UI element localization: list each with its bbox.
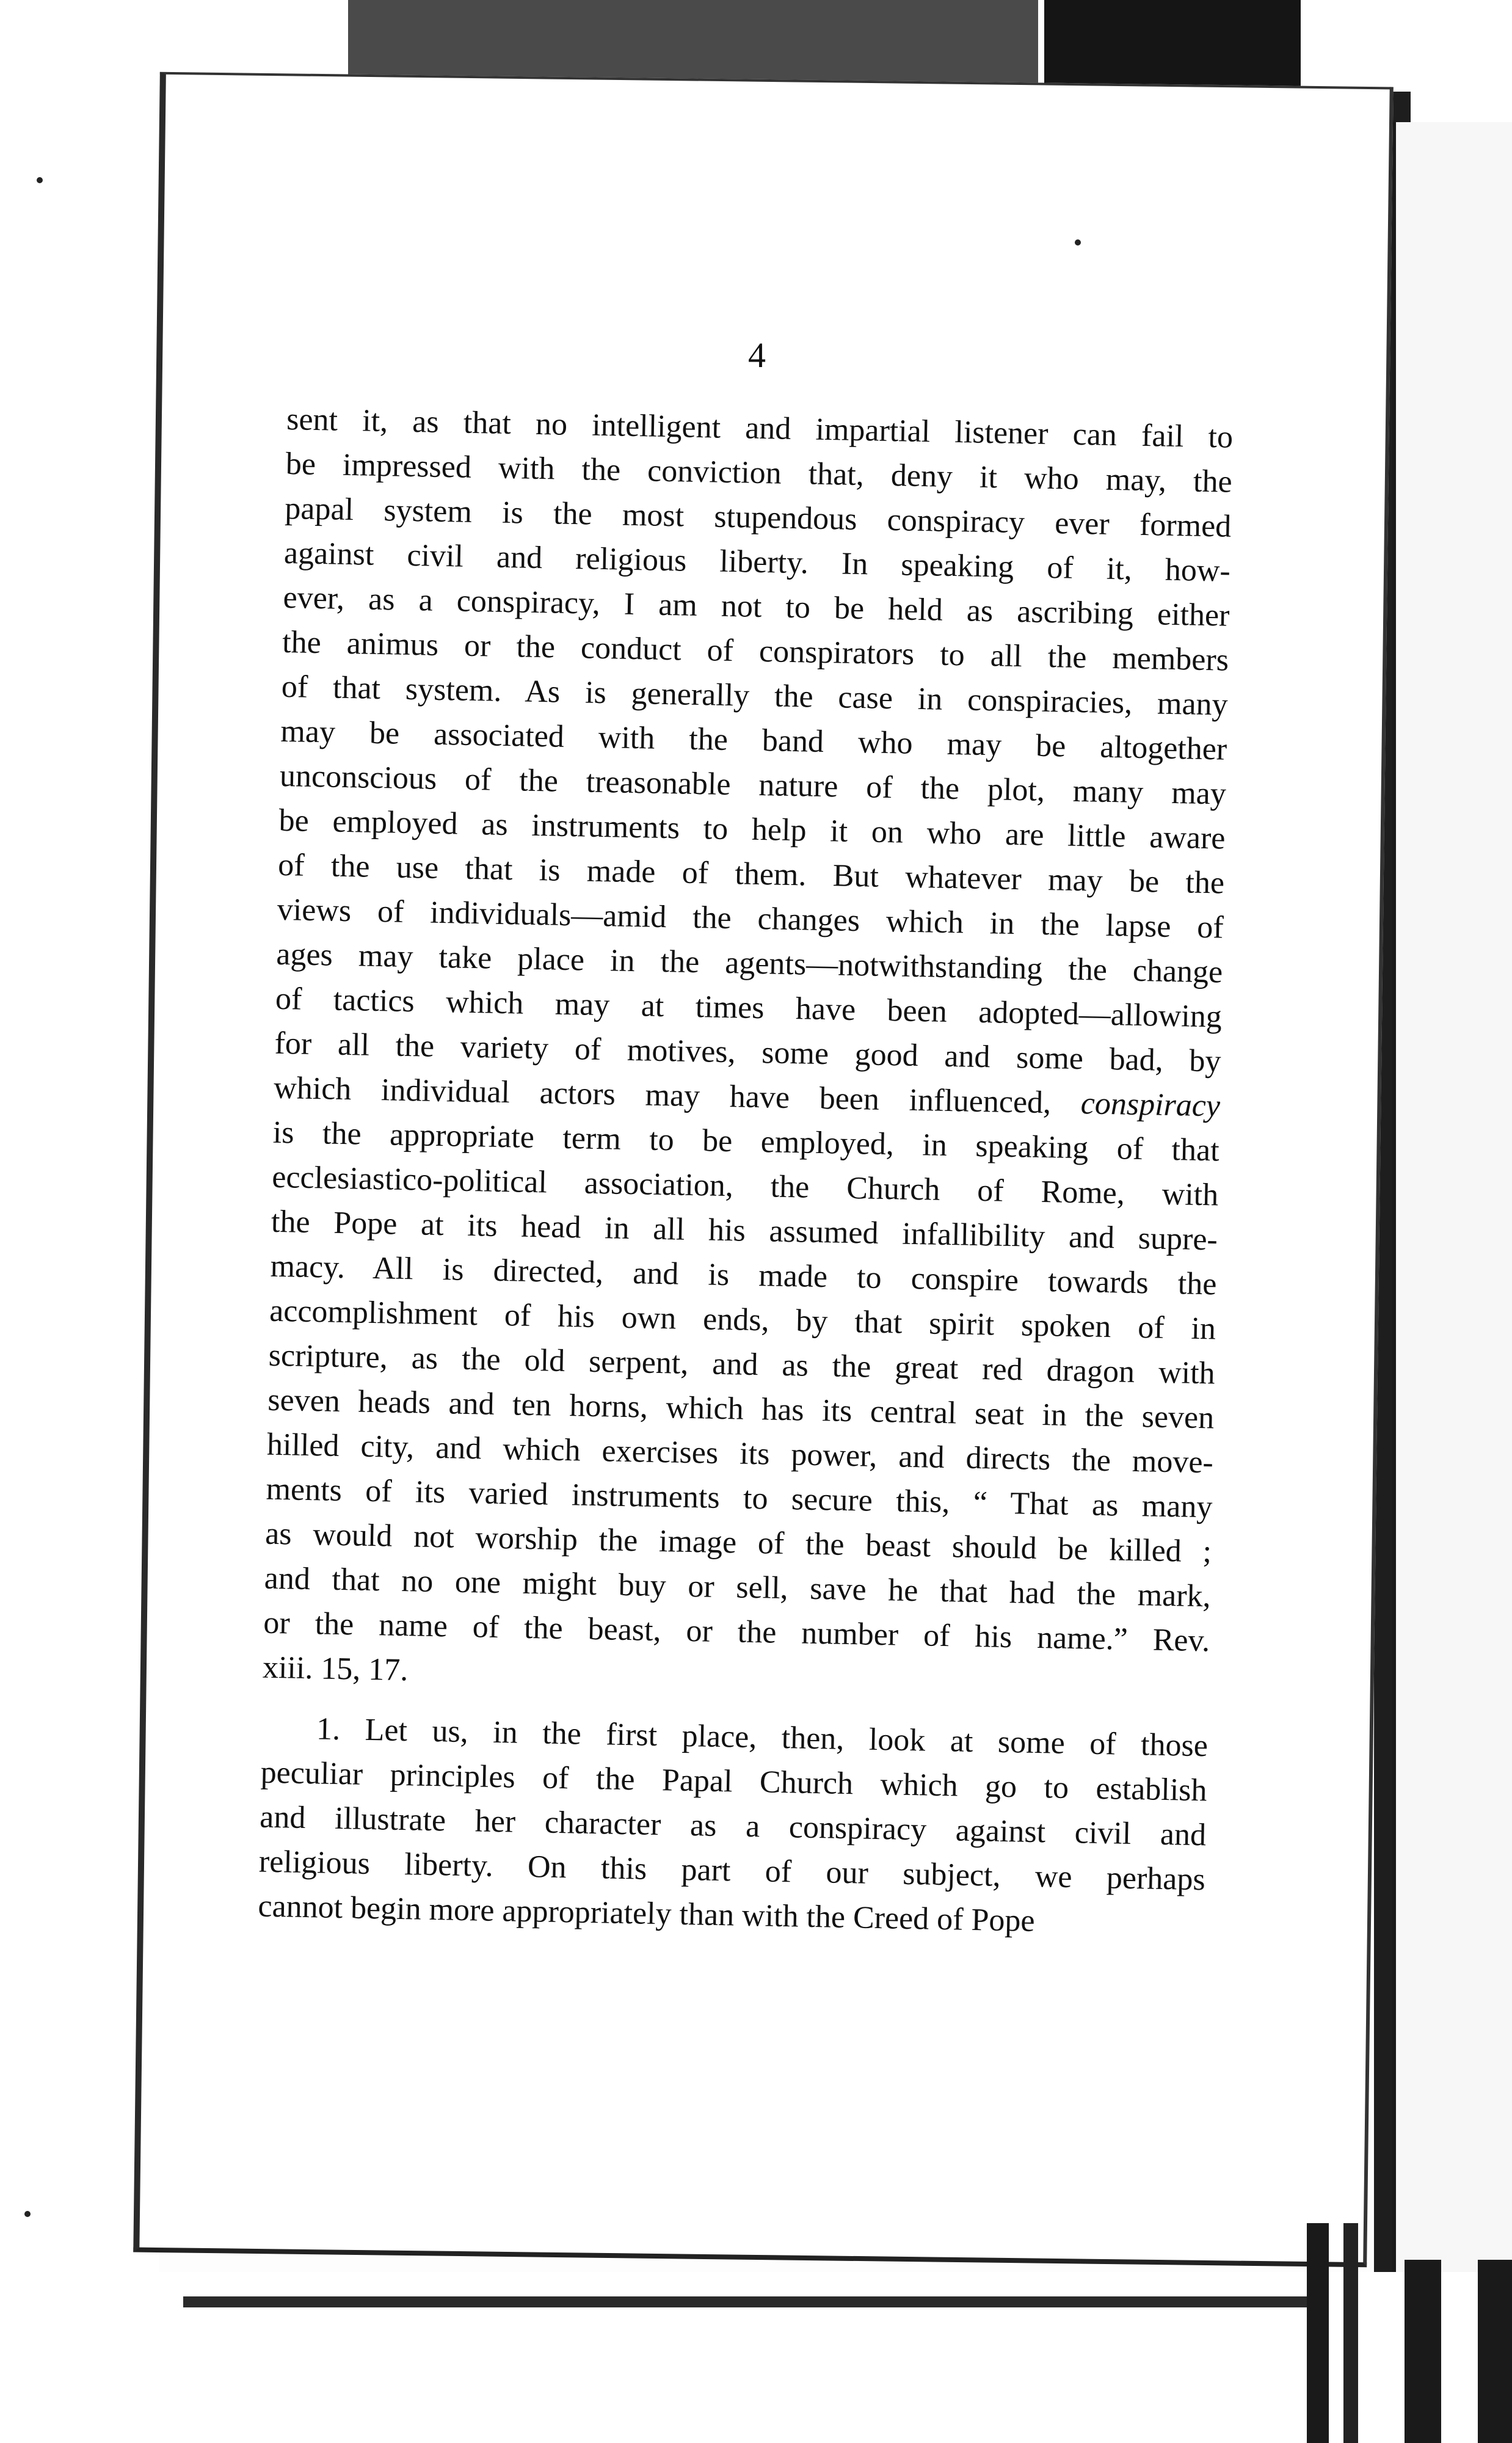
text-line: be employed as instruments to help it on who are little aware — [278, 803, 1226, 856]
text-line: and illustrate her character as a conspiracy against civil and — [259, 1799, 1207, 1853]
paragraph — [258, 1706, 1209, 1947]
text-line: which individual actors may have been influenced, conspiracy — [273, 1070, 1221, 1124]
text-line: hilled city, and which exercises its power, and directs the move- — [266, 1427, 1214, 1480]
text-line: macy. All is directed, and is made to conspire towards the — [270, 1248, 1217, 1302]
text-line: or the name of the beast, or the number of his name.” Rev. — [263, 1605, 1210, 1659]
text-line: views of individuals—amid the changes which in the lapse of — [277, 892, 1224, 945]
text-line: may be associated with the band who may be altogether — [280, 713, 1227, 767]
page-text — [258, 397, 1234, 1946]
facing-page-edge — [1392, 122, 1512, 2296]
text-line: of the use that is made of them. But whatever may be the — [277, 847, 1225, 901]
text-line: xiii. 15, 17. — [262, 1650, 409, 1688]
text-line: the Pope at its head in all his assumed infallibility and supre- — [271, 1204, 1218, 1258]
text-line: seven heads and ten horns, which has its central seat in the seven — [267, 1382, 1215, 1436]
text-line: and that no one might buy or sell, save he that had the mark, — [264, 1560, 1212, 1614]
text-line: ments of its varied instruments to secure this, “ That as many — [266, 1471, 1213, 1525]
text-line: ever, as a conspiracy, I am not to be held as ascribing either — [283, 580, 1230, 633]
scan-speck — [37, 177, 43, 183]
text-line: 1. Let us, in the first place, then, look at some of those — [316, 1711, 1209, 1764]
page-number: 4 — [748, 335, 766, 375]
scan-speck — [24, 2211, 31, 2217]
text-line: religious liberty. On this part of our subject, we perhaps — [258, 1844, 1206, 1898]
text-line: cannot begin more appropriately than with the Creed of Pope — [258, 1888, 1036, 1939]
text-line: accomplishment of his own ends, by that spirit spoken of in — [269, 1293, 1216, 1347]
text-line: ages may take place in the agents—notwithstanding the change — [275, 936, 1223, 990]
scan-clip-bottom-right-3 — [1405, 2260, 1441, 2443]
text-line: unconscious of the treasonable nature of the plot, many may — [279, 758, 1227, 812]
text-line: papal system is the most stupendous conspiracy ever formed — [284, 490, 1232, 544]
paragraph — [262, 397, 1233, 1708]
text-line: for all the variety of motives, some good and some bad, by — [274, 1025, 1221, 1079]
text-line: ecclesiastico-political association, the Church of Rome, with — [271, 1159, 1219, 1213]
text-line: of tactics which may at times have been adopted—allowing — [275, 981, 1223, 1035]
text-line: scripture, as the old serpent, and as the great red dragon with — [268, 1338, 1216, 1391]
text-line: as would not worship the image of the beast should be killed ; — [264, 1516, 1212, 1570]
text-line: is the appropriate term to be employed, in speaking of that — [272, 1115, 1220, 1168]
scan-clip-bottom-left — [183, 2296, 1307, 2307]
text-line: peculiar principles of the Papal Church which go to establish — [260, 1755, 1208, 1808]
emphasized-word: conspiracy — [1080, 1086, 1221, 1124]
text-line: of that system. As is generally the case in conspiracies, many — [281, 669, 1229, 723]
scan-clip-bottom-right-4 — [1478, 2260, 1512, 2443]
scan-speck — [1075, 239, 1081, 246]
text-line: the animus or the conduct of conspirators to all the members — [282, 624, 1229, 678]
scan-clip-bottom-right — [1307, 2223, 1329, 2443]
text-line: sent it, as that no intelligent and impartial listener can fail to — [286, 401, 1234, 455]
text-line: be impressed with the conviction that, deny it who may, the — [285, 446, 1233, 500]
scan-clip-bottom-right-2 — [1343, 2223, 1358, 2443]
text-line: against civil and religious liberty. In speaking of it, how- — [283, 535, 1231, 589]
